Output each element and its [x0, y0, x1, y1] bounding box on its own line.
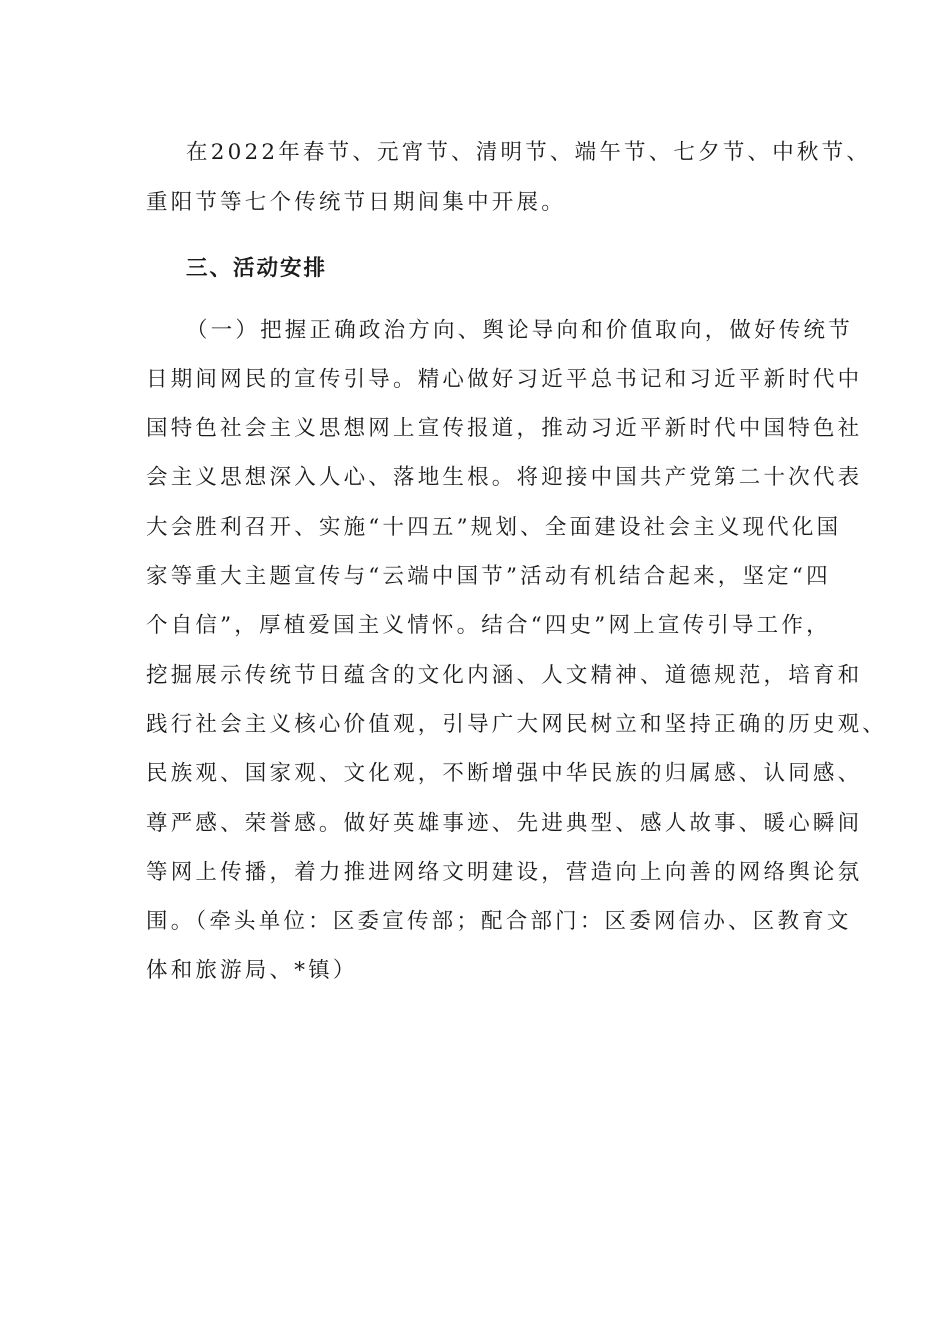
paragraph-line: 日期间网民的宣传引导。精心做好习近平总书记和习近平新时代中 — [146, 367, 863, 392]
paragraph-line: 践行社会主义核心价值观，引导广大网民树立和坚持正确的历史观、 — [146, 712, 888, 737]
paragraph-line: 重阳节等七个传统节日期间集中开展。 — [146, 190, 566, 215]
paragraph-line: 体和旅游局、*镇） — [146, 958, 358, 983]
paragraph-line: 围。（牵头单位：区委宣传部；配合部门：区委网信办、区教育文 — [146, 909, 852, 934]
paragraph-line: 个自信”，厚植爱国主义情怀。结合“四史”网上宣传引导工作， — [146, 613, 831, 638]
paragraph-line: 家等重大主题宣传与“云端中国节”活动有机结合起来，坚定“四 — [146, 564, 831, 589]
paragraph-line: 会主义思想深入人心、落地生根。将迎接中国共产党第二十次代表 — [146, 465, 863, 490]
paragraph-line: 民族观、国家观、文化观，不断增强中华民族的归属感、认同感、 — [146, 761, 863, 786]
paragraph-line: 国特色社会主义思想网上宣传报道，推动习近平新时代中国特色社 — [146, 416, 863, 441]
paragraph-line: （一）把握正确政治方向、舆论导向和价值取向，做好传统节 — [186, 318, 853, 343]
paragraph-line: 等网上传播，着力推进网络文明建设，营造向上向善的网络舆论氛 — [146, 860, 863, 885]
paragraph-line: 尊严感、荣誉感。做好英雄事迹、先进典型、感人故事、暖心瞬间 — [146, 811, 863, 836]
section-heading: 三、活动安排 — [186, 256, 328, 281]
paragraph-line: 挖掘展示传统节日蕴含的文化内涵、人文精神、道德规范，培育和 — [146, 663, 863, 688]
paragraph-line: 在2022年春节、元宵节、清明节、端午节、七夕节、中秋节、 — [186, 140, 872, 165]
paragraph-line: 大会胜利召开、实施“十四五”规划、全面建设社会主义现代化国 — [146, 515, 842, 540]
